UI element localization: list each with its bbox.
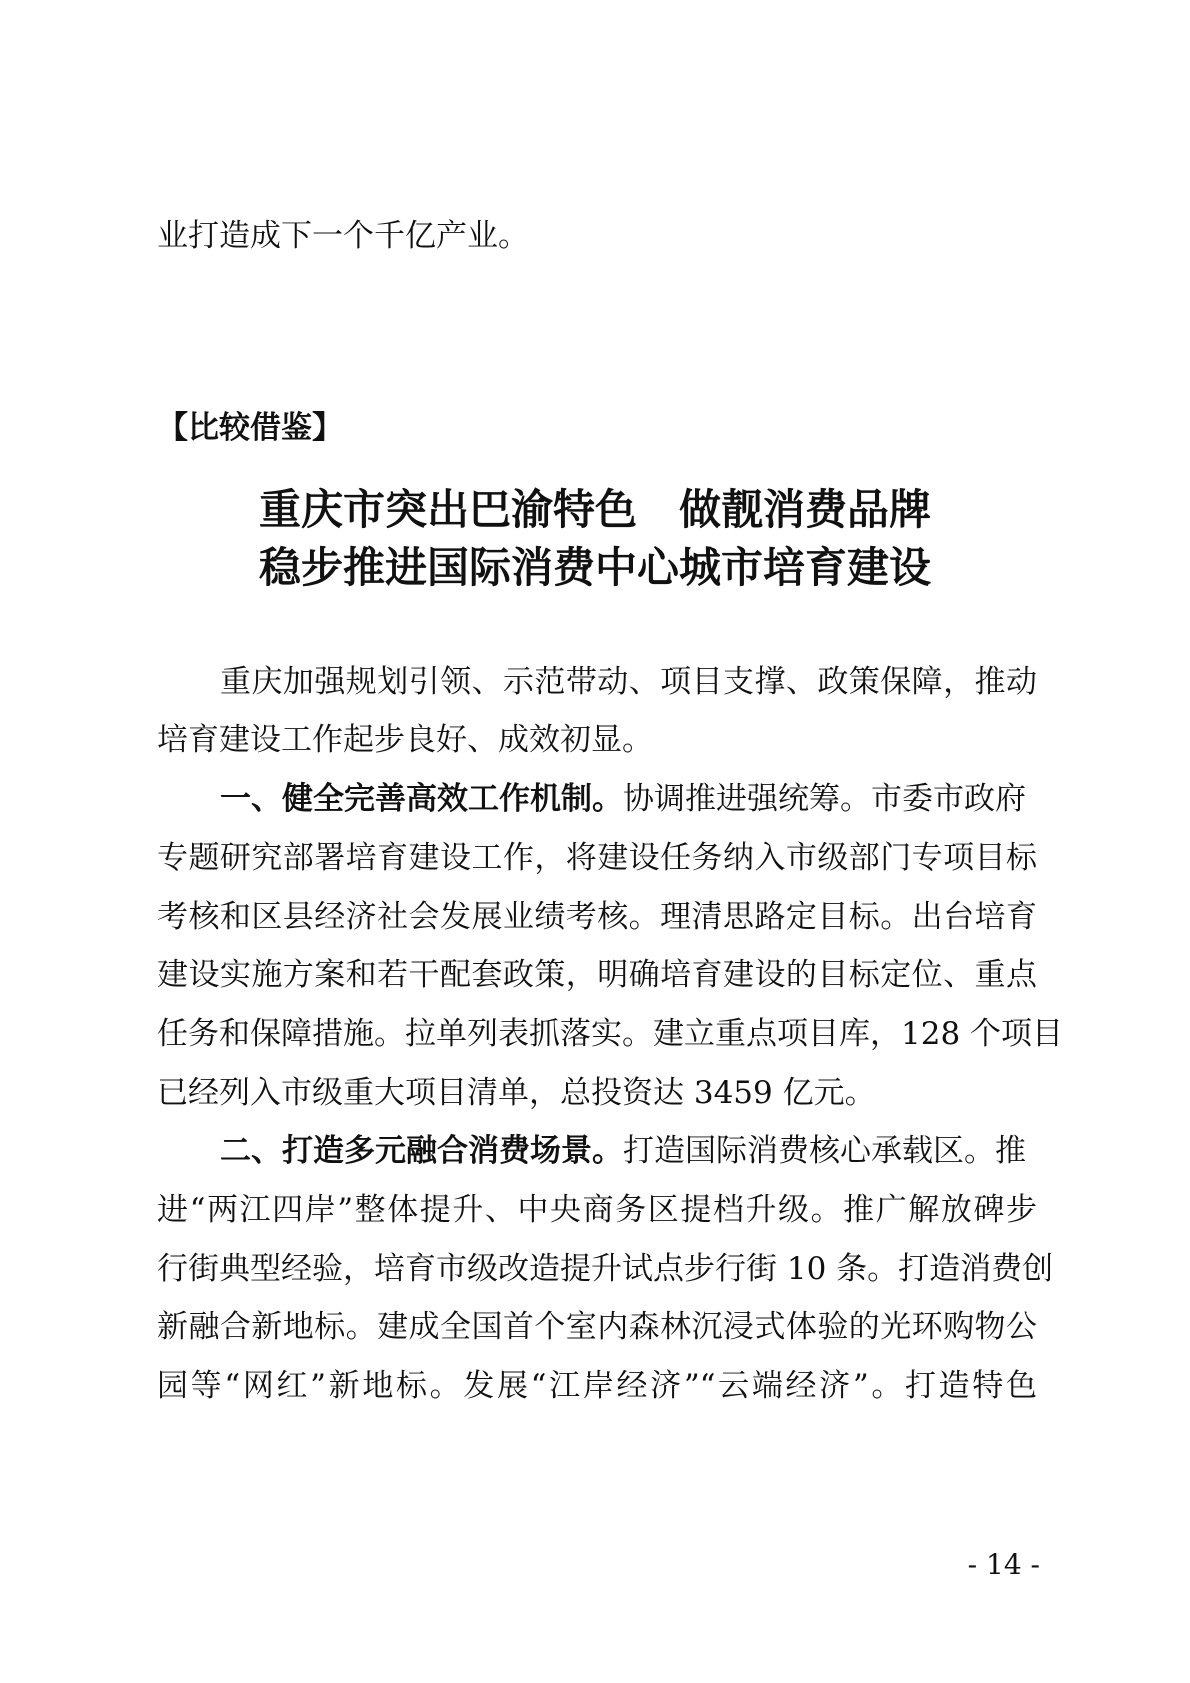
page-number: - 14 - xyxy=(967,1548,1040,1581)
section-2-line-3: 行街典型经验，培育市级改造提升试点步行街 10 条。打造消费创 xyxy=(157,1251,1054,1287)
section-tag: 【比较借鉴】 xyxy=(157,410,343,446)
section-1-line-2: 专题研究部署培育建设工作，将建设任务纳入市级部门专项目标 xyxy=(157,840,1037,876)
page-title-line-1: 重庆市突出巴渝特色 做靓消费品牌 xyxy=(258,485,931,534)
section-1-line-6: 已经列入市级重大项目清单，总投资达 3459 亿元。 xyxy=(157,1075,876,1111)
section-2-heading: 二、打造多元融合消费场景。 xyxy=(220,1133,623,1169)
page-title-line-2: 稳步推进国际消费中心城市培育建设 xyxy=(258,543,931,592)
section-2-first-line xyxy=(220,1131,1037,1171)
section-1-line-5: 任务和保障措施。拉单列表抓落实。建立重点项目库，128 个项目 xyxy=(157,1016,1064,1052)
section-1-line-4: 建设实施方案和若干配套政策，明确培育建设的目标定位、重点 xyxy=(157,957,1037,993)
section-2-line-5: 园等“网红”新地标。发展“江岸经济”“云端经济”。打造特色 xyxy=(157,1368,1037,1404)
section-2-text: 打造国际消费核心承载区。推 xyxy=(623,1133,1026,1169)
section-1-first-line xyxy=(220,779,1037,819)
section-2-line-4: 新融合新地标。建成全国首个室内森林沉浸式体验的光环购物公 xyxy=(157,1309,1037,1345)
section-2-line-2: 进“两江四岸”整体提升、中央商务区提档升级。推广解放碑步 xyxy=(157,1192,1037,1228)
section-1-text: 协调推进强统筹。市委市政府 xyxy=(623,781,1026,817)
continuation-text: 业打造成下一个千亿产业。 xyxy=(157,218,529,254)
intro-line-1: 重庆加强规划引领、示范带动、项目支撑、政策保障，推动 xyxy=(220,664,1037,700)
intro-line-2: 培育建设工作起步良好、成效初显。 xyxy=(157,722,653,758)
section-1-heading: 一、健全完善高效工作机制。 xyxy=(220,781,623,817)
section-1-line-3: 考核和区县经济社会发展业绩考核。理清思路定目标。出台培育 xyxy=(157,899,1037,935)
